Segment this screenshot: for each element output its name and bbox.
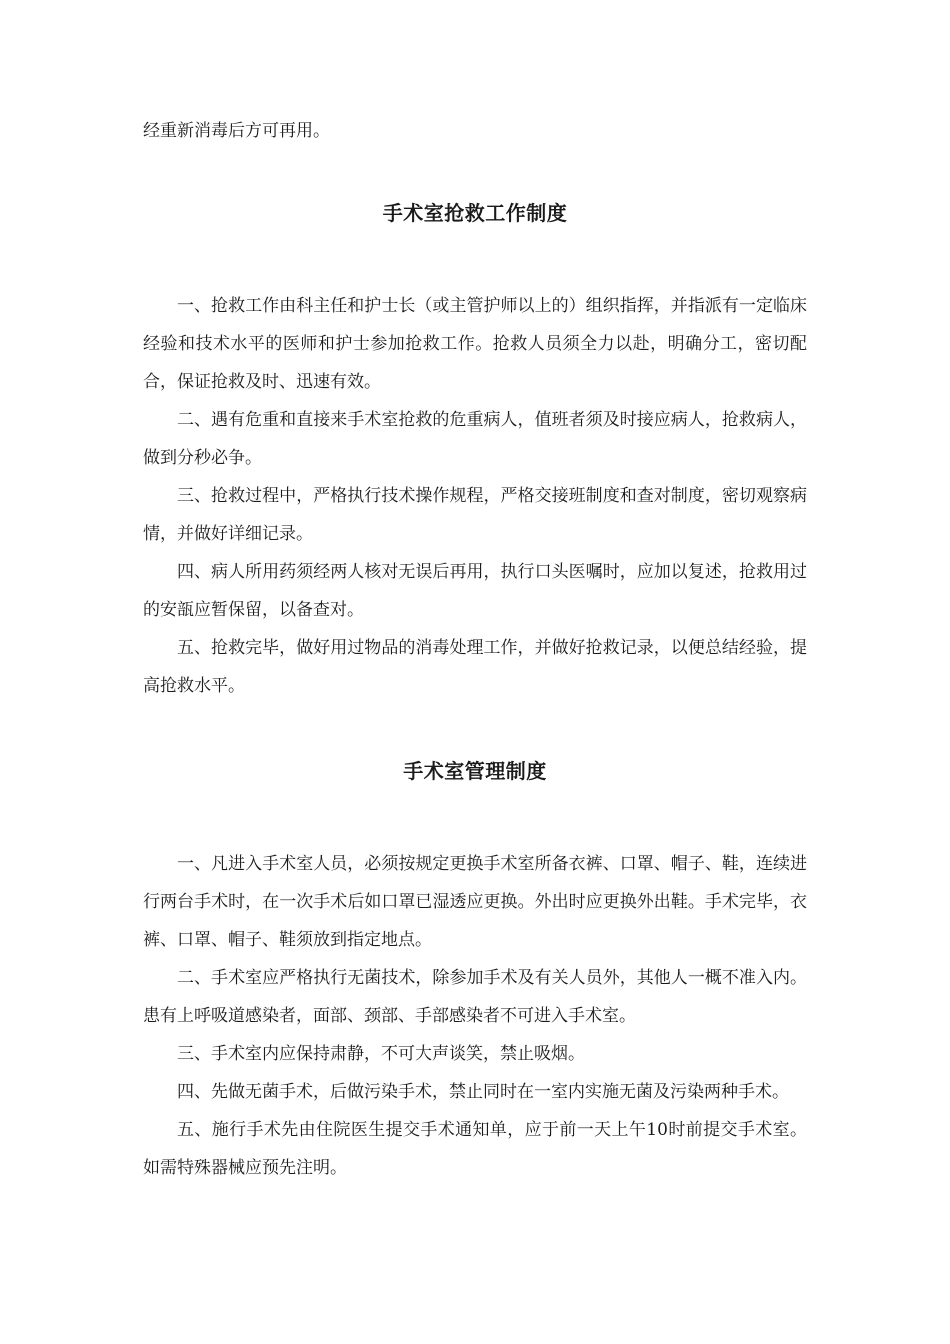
paragraph: 五、施行手术先由住院医生提交手术通知单，应于前一天上午10时前提交手术室。如需特殊器械应预先注明。 xyxy=(143,1120,807,1178)
paragraph: 四、先做无菌手术，后做污染手术，禁止同时在一室内实施无菌及污染两种手术。 xyxy=(177,1082,789,1102)
document-body xyxy=(143,112,807,1187)
paragraph: 五、抢救完毕，做好用过物品的消毒处理工作，并做好抢救记录，以便总结经验，提高抢救水平。 xyxy=(143,638,807,696)
paragraph: 一、抢救工作由科主任和护士长（或主管护师以上的）组织指挥，并指派有一定临床经验和技术水平的医师和护士参加抢救工作。抢救人员须全力以赴，明确分工，密切配合，保证抢救及时、迅速有效。 xyxy=(143,296,807,392)
continuation-text: 经重新消毒后方可再用。 xyxy=(143,121,330,141)
section-title-management: 手术室管理制度 xyxy=(403,759,547,783)
paragraph: 二、手术室应严格执行无菌技术，除参加手术及有关人员外，其他人一概不准入内。患有上呼吸道感染者，面部、颈部、手部感染者不可进入手术室。 xyxy=(143,968,807,1026)
paragraph: 二、遇有危重和直接来手术室抢救的危重病人，值班者须及时接应病人，抢救病人，做到分秒必争。 xyxy=(143,410,807,468)
paragraph: 四、病人所用药须经两人核对无误后再用，执行口头医嘱时，应加以复述，抢救用过的安瓿应暂保留，以备查对。 xyxy=(143,562,807,620)
section-management-body xyxy=(143,845,807,1187)
section-title-rescue: 手术室抢救工作制度 xyxy=(382,201,568,225)
paragraph: 一、凡进入手术室人员，必须按规定更换手术室所备衣裤、口罩、帽子、鞋，连续进行两台手术时，在一次手术后如口罩已湿透应更换。外出时应更换外出鞋。手术完毕，衣裤、口罩、帽子、鞋须放到指定地点。 xyxy=(143,854,807,950)
paragraph: 三、手术室内应保持肃静，不可大声谈笑，禁止吸烟。 xyxy=(177,1044,585,1064)
paragraph: 三、抢救过程中，严格执行技术操作规程，严格交接班制度和查对制度，密切观察病情，并做好详细记录。 xyxy=(143,486,807,544)
section-rescue-body xyxy=(143,287,807,705)
